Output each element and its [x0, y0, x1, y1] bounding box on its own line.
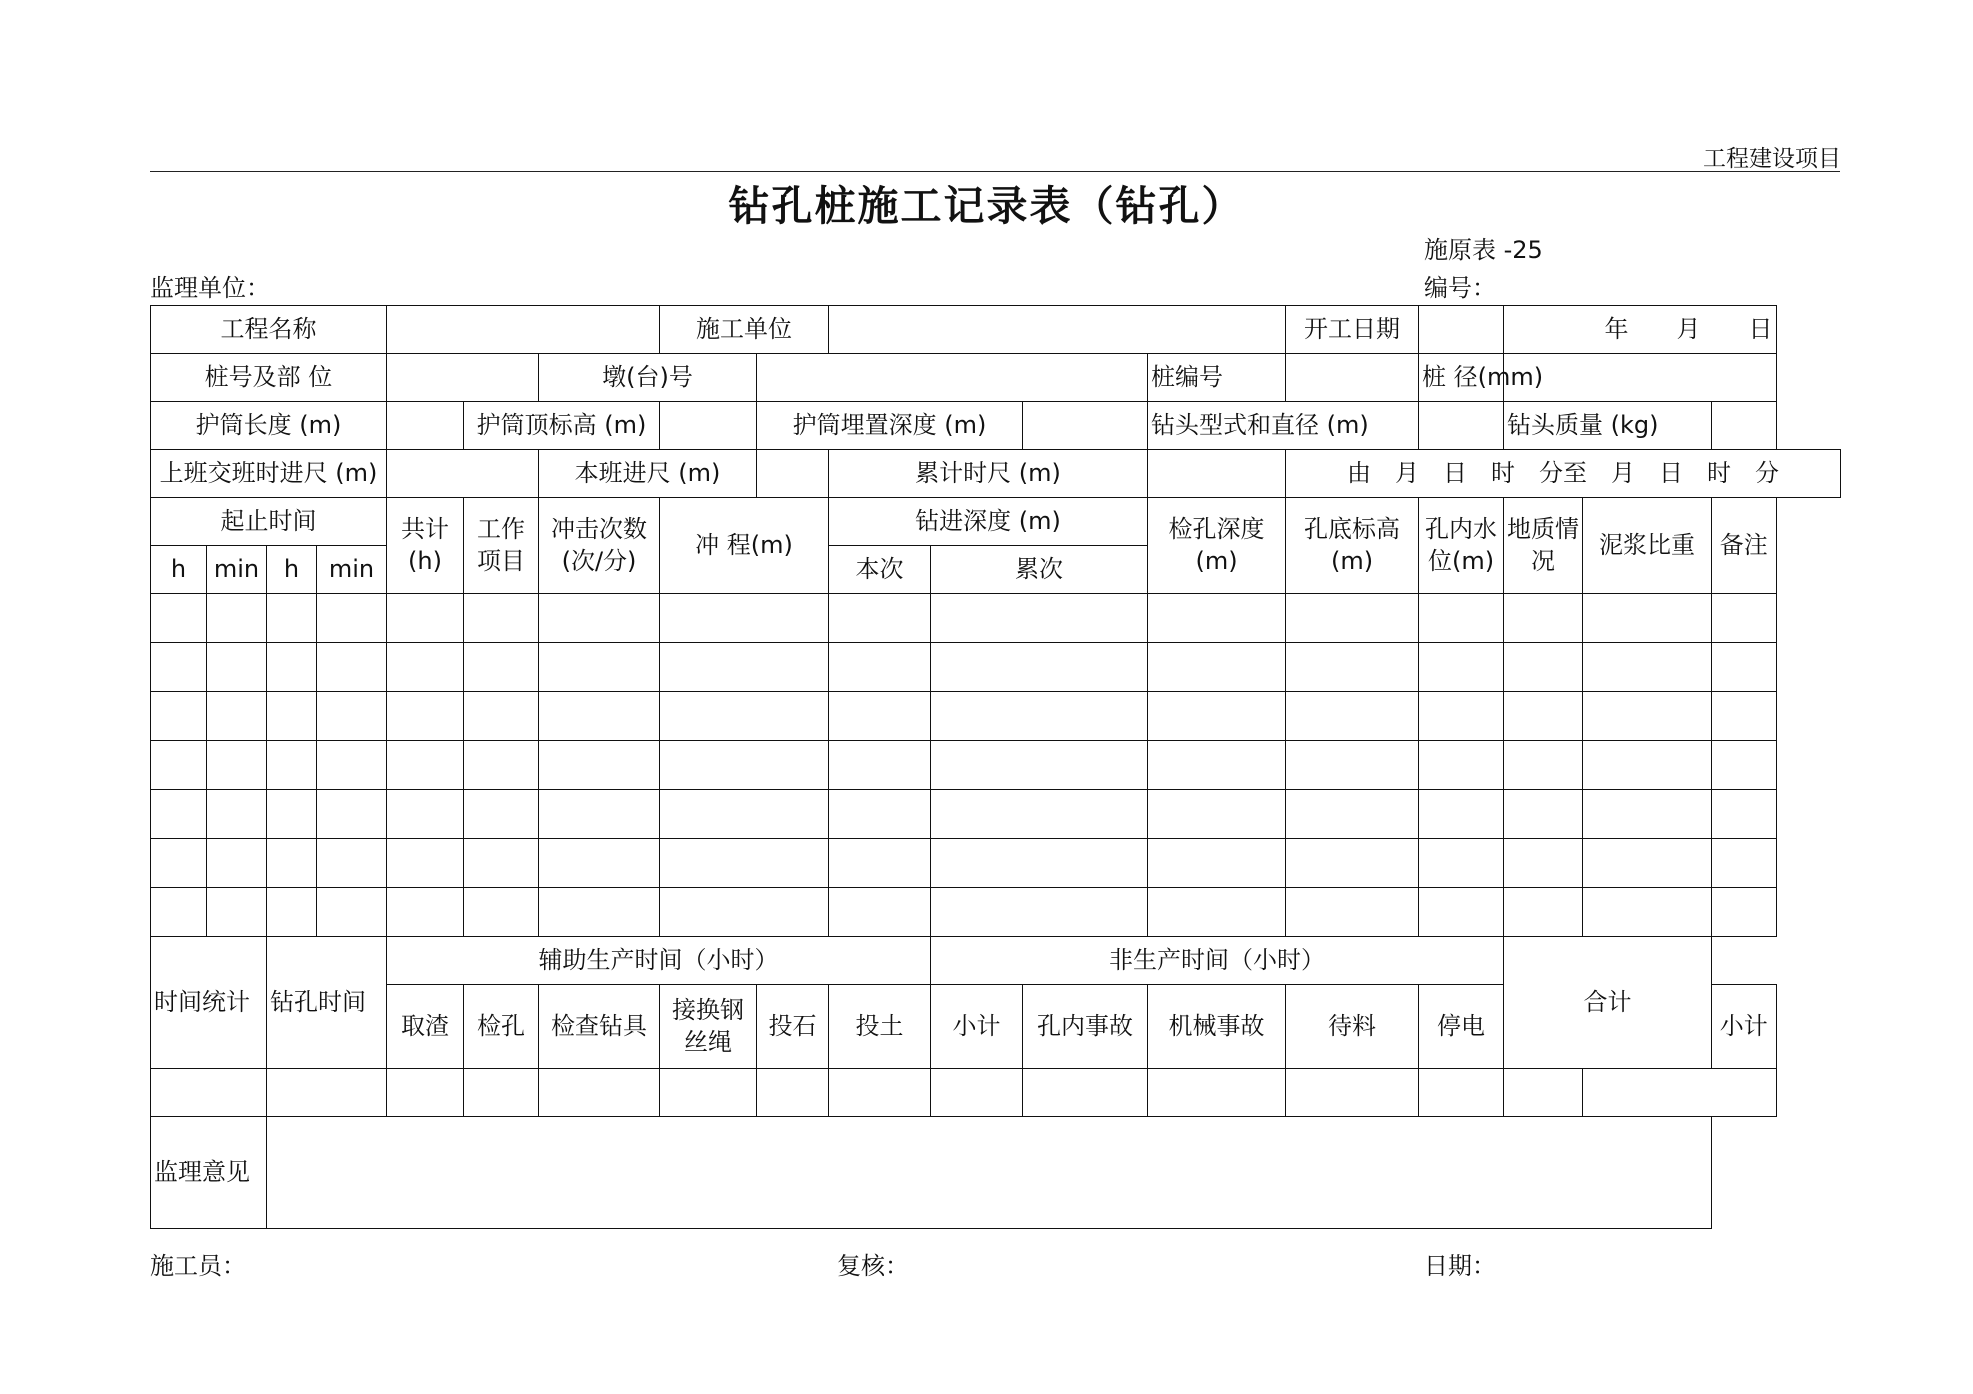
- cell[interactable]: [387, 888, 464, 937]
- cell[interactable]: [1419, 839, 1504, 888]
- non-item-hole-accident: 孔内事故: [1023, 985, 1148, 1069]
- cell[interactable]: [1286, 692, 1419, 741]
- time-stats-label: 时间统计: [151, 937, 267, 1069]
- slurry-density-header: 泥浆比重: [1583, 498, 1712, 594]
- cell[interactable]: [151, 790, 207, 839]
- cell[interactable]: [464, 741, 539, 790]
- cell[interactable]: [660, 790, 829, 839]
- aux-item-soil: 投土: [829, 985, 931, 1069]
- period-part: 月: [1395, 458, 1419, 487]
- table-row: [151, 839, 1841, 888]
- cell[interactable]: [267, 1069, 387, 1117]
- casing-top-elev-label: 护筒顶标高 (m): [464, 402, 660, 450]
- start-min-header: min: [207, 546, 267, 594]
- project-name-label: 工程名称: [151, 306, 387, 354]
- pile-location-label: 桩号及部 位: [151, 354, 387, 402]
- cell[interactable]: [660, 741, 829, 790]
- bit-type-label: 钻头型式和直径 (m): [1148, 402, 1419, 450]
- cell[interactable]: [931, 790, 1148, 839]
- cell[interactable]: [539, 643, 660, 692]
- start-date-field[interactable]: [1419, 306, 1504, 354]
- cell[interactable]: [1419, 741, 1504, 790]
- cell[interactable]: [1712, 594, 1776, 643]
- impact-freq-header: 冲击次数(次/分): [539, 498, 660, 594]
- water-level-header: 孔内水位(m): [1419, 498, 1504, 594]
- pile-diameter-label: 桩 径(mm): [1419, 354, 1504, 402]
- number-label: 编号：: [1424, 274, 1496, 302]
- cell[interactable]: [539, 888, 660, 937]
- cell[interactable]: [1419, 643, 1504, 692]
- total-h-header: 共计(h): [387, 498, 464, 594]
- cell[interactable]: [829, 594, 931, 643]
- cell[interactable]: [931, 1069, 1023, 1117]
- cell[interactable]: [1148, 692, 1286, 741]
- cell[interactable]: [207, 643, 267, 692]
- pile-no-label: 桩编号: [1148, 354, 1286, 402]
- casing-top-elev-field[interactable]: [660, 402, 757, 450]
- drilling-time-label: 钻孔时间: [267, 937, 387, 1069]
- cell[interactable]: [151, 741, 207, 790]
- work-item-header: 工作项目: [464, 498, 539, 594]
- cell[interactable]: [829, 888, 931, 937]
- cell[interactable]: [317, 692, 387, 741]
- cell[interactable]: [539, 594, 660, 643]
- cell[interactable]: [1148, 741, 1286, 790]
- prev-shift-footage-field[interactable]: [387, 450, 539, 498]
- cell[interactable]: [1148, 1069, 1286, 1117]
- remarks-header: 备注: [1712, 498, 1776, 594]
- cell[interactable]: [1583, 594, 1712, 643]
- cell[interactable]: [317, 741, 387, 790]
- cell[interactable]: [317, 839, 387, 888]
- non-item-power-outage: 停电: [1419, 985, 1504, 1069]
- cell[interactable]: [539, 839, 660, 888]
- non-subtotal: 小计: [1712, 985, 1776, 1069]
- cell[interactable]: [1286, 790, 1419, 839]
- start-stop-time-header: 起止时间: [151, 498, 387, 546]
- cell[interactable]: [1148, 790, 1286, 839]
- cell[interactable]: [660, 594, 829, 643]
- cell[interactable]: [1583, 888, 1712, 937]
- date-year: 年: [1604, 314, 1629, 343]
- cell[interactable]: [267, 692, 317, 741]
- this-time-header: 本次: [829, 546, 931, 594]
- period-part: 由: [1347, 458, 1371, 487]
- construction-unit-label: 施工单位: [660, 306, 829, 354]
- period-part: 日: [1443, 458, 1467, 487]
- cell[interactable]: [660, 1069, 757, 1117]
- cell[interactable]: [829, 692, 931, 741]
- cell[interactable]: [1712, 839, 1776, 888]
- pier-no-label: 墩(台)号: [539, 354, 757, 402]
- cell[interactable]: [829, 839, 931, 888]
- cell[interactable]: [267, 888, 317, 937]
- date-month: 月: [1676, 314, 1701, 343]
- period-part: 时: [1491, 458, 1515, 487]
- aux-item-wire-rope: 接换钢丝绳: [660, 985, 757, 1069]
- stats-row: [151, 1069, 1841, 1117]
- cell[interactable]: [829, 643, 931, 692]
- casing-depth-label: 护筒埋置深度 (m): [757, 402, 1023, 450]
- cell[interactable]: [660, 839, 829, 888]
- supervisor-unit-label: 监理单位：: [150, 274, 270, 302]
- period-part: 日: [1659, 458, 1683, 487]
- cell[interactable]: [1712, 790, 1776, 839]
- cell[interactable]: [829, 1069, 931, 1117]
- cell[interactable]: [267, 594, 317, 643]
- period-part: 分至: [1539, 458, 1587, 487]
- period-part: 月: [1611, 458, 1635, 487]
- cell[interactable]: [1286, 888, 1419, 937]
- cell[interactable]: [1712, 643, 1776, 692]
- cell[interactable]: [207, 839, 267, 888]
- cell[interactable]: [1504, 741, 1583, 790]
- cell[interactable]: [1419, 790, 1504, 839]
- cell[interactable]: [539, 790, 660, 839]
- cell[interactable]: [1504, 888, 1583, 937]
- cell[interactable]: [1286, 839, 1419, 888]
- cell[interactable]: [387, 692, 464, 741]
- date-label: 日期：: [1424, 1252, 1496, 1280]
- drilling-record-table: [150, 305, 1841, 1229]
- period-part: 分: [1755, 458, 1779, 487]
- aux-item-stone: 投石: [757, 985, 829, 1069]
- cell[interactable]: [207, 888, 267, 937]
- cell[interactable]: [1504, 594, 1583, 643]
- review-label: 复核：: [837, 1252, 909, 1280]
- cell[interactable]: [1712, 888, 1776, 937]
- cell[interactable]: [387, 643, 464, 692]
- aux-item-tool-check: 检查钻具: [539, 985, 660, 1069]
- cell[interactable]: [931, 888, 1148, 937]
- cell[interactable]: [267, 839, 317, 888]
- this-shift-footage-field[interactable]: [757, 450, 829, 498]
- stop-min-header: min: [317, 546, 387, 594]
- cell[interactable]: [1583, 839, 1712, 888]
- cell[interactable]: [931, 839, 1148, 888]
- cell[interactable]: [1504, 692, 1583, 741]
- cell[interactable]: [387, 741, 464, 790]
- cell[interactable]: [317, 888, 387, 937]
- table-row: [151, 888, 1841, 937]
- cell[interactable]: [1504, 790, 1583, 839]
- cell[interactable]: [1286, 741, 1419, 790]
- bit-mass-label: 钻头质量 (kg): [1504, 402, 1712, 450]
- cell[interactable]: [207, 790, 267, 839]
- period-part: 时: [1707, 458, 1731, 487]
- cell[interactable]: [1148, 888, 1286, 937]
- cell[interactable]: [151, 692, 207, 741]
- stop-h-header: h: [267, 546, 317, 594]
- supervisor-opinion-field[interactable]: [267, 1117, 1712, 1229]
- cell[interactable]: [207, 741, 267, 790]
- casing-depth-field[interactable]: [1023, 402, 1148, 450]
- cell[interactable]: [829, 790, 931, 839]
- construction-unit-field[interactable]: [829, 306, 1286, 354]
- cell[interactable]: [1712, 741, 1776, 790]
- prev-shift-footage-label: 上班交班时进尺 (m): [151, 450, 387, 498]
- cell[interactable]: [151, 1069, 267, 1117]
- non-item-waiting-material: 待料: [1286, 985, 1419, 1069]
- cell[interactable]: [267, 741, 317, 790]
- cell[interactable]: [660, 643, 829, 692]
- total-label: 合计: [1504, 937, 1712, 1069]
- page-title: 钻孔桩施工记录表（钻孔）: [728, 182, 1245, 230]
- supervisor-opinion-label: 监理意见: [151, 1117, 267, 1229]
- project-name-field[interactable]: [387, 306, 660, 354]
- date-day: 日: [1748, 314, 1773, 343]
- cell[interactable]: [660, 888, 829, 937]
- cumulative-header: 累次: [931, 546, 1148, 594]
- cell[interactable]: [539, 1069, 660, 1117]
- cell[interactable]: [151, 594, 207, 643]
- cell[interactable]: [1583, 741, 1712, 790]
- cell[interactable]: [539, 741, 660, 790]
- bit-type-field[interactable]: [1419, 402, 1504, 450]
- cell[interactable]: [387, 594, 464, 643]
- pier-no-field[interactable]: [757, 354, 1148, 402]
- cell[interactable]: [464, 839, 539, 888]
- cell[interactable]: [267, 790, 317, 839]
- date-parts: [1504, 306, 1776, 354]
- table-row: [151, 594, 1841, 643]
- cell[interactable]: [931, 692, 1148, 741]
- cell[interactable]: [1583, 692, 1712, 741]
- cell[interactable]: [464, 790, 539, 839]
- cell[interactable]: [464, 888, 539, 937]
- bit-mass-field[interactable]: [1712, 402, 1776, 450]
- cell[interactable]: [1583, 790, 1712, 839]
- aux-item-hole-check: 检孔: [464, 985, 539, 1069]
- cell[interactable]: [1504, 643, 1583, 692]
- cell[interactable]: [267, 643, 317, 692]
- drill-depth-header: 钻进深度 (m): [829, 498, 1148, 546]
- worker-label: 施工员：: [150, 1252, 246, 1280]
- cell[interactable]: [829, 741, 931, 790]
- cell[interactable]: [1148, 839, 1286, 888]
- geology-header: 地质情况: [1504, 498, 1583, 594]
- cell[interactable]: [1419, 692, 1504, 741]
- aux-subtotal: 小计: [931, 985, 1023, 1069]
- cell[interactable]: [1148, 643, 1286, 692]
- cell[interactable]: [464, 1069, 539, 1117]
- cell[interactable]: [1148, 594, 1286, 643]
- cell[interactable]: [1504, 1069, 1583, 1117]
- cell[interactable]: [539, 692, 660, 741]
- project-tag: 工程建设项目: [1703, 146, 1841, 172]
- cumulative-footage-label: 累计时尺 (m): [829, 450, 1148, 498]
- cell[interactable]: [757, 1069, 829, 1117]
- cell[interactable]: [207, 692, 267, 741]
- start-h-header: h: [151, 546, 207, 594]
- table-row: [151, 790, 1841, 839]
- cumulative-footage-field[interactable]: [1148, 450, 1286, 498]
- table-row: [151, 643, 1841, 692]
- form-code: 施原表 -25: [1424, 236, 1543, 264]
- hole-bottom-elev-header: 孔底标高(m): [1286, 498, 1419, 594]
- cell[interactable]: [1712, 692, 1776, 741]
- cell[interactable]: [464, 692, 539, 741]
- cell[interactable]: [387, 839, 464, 888]
- cell[interactable]: [151, 888, 207, 937]
- cell[interactable]: [1419, 1069, 1504, 1117]
- cell[interactable]: [151, 839, 207, 888]
- cell[interactable]: [931, 643, 1148, 692]
- cell[interactable]: [1286, 594, 1419, 643]
- cell[interactable]: [387, 1069, 464, 1117]
- cell[interactable]: [1419, 594, 1504, 643]
- casing-length-label: 护筒长度 (m): [151, 402, 387, 450]
- hole-check-depth-header: 检孔深度(m): [1148, 498, 1286, 594]
- cell[interactable]: [1286, 1069, 1419, 1117]
- cell[interactable]: [1023, 1069, 1148, 1117]
- cell[interactable]: [1583, 643, 1712, 692]
- period-range: [1286, 450, 1841, 498]
- pile-diameter-field[interactable]: [1504, 354, 1776, 402]
- cell[interactable]: [151, 643, 207, 692]
- non-item-machine-accident: 机械事故: [1148, 985, 1286, 1069]
- stroke-header: 冲 程(m): [660, 498, 829, 594]
- cell[interactable]: [1583, 1069, 1776, 1117]
- non-prod-time-header: 非生产时间（小时）: [931, 937, 1504, 985]
- table-row: [151, 741, 1841, 790]
- cell[interactable]: [464, 643, 539, 692]
- start-date-label: 开工日期: [1286, 306, 1419, 354]
- aux-time-header: 辅助生产时间（小时）: [387, 937, 931, 985]
- aux-item-slag: 取渣: [387, 985, 464, 1069]
- cell[interactable]: [1419, 888, 1504, 937]
- cell[interactable]: [317, 594, 387, 643]
- cell[interactable]: [931, 594, 1148, 643]
- pile-no-field[interactable]: [1286, 354, 1419, 402]
- cell[interactable]: [317, 643, 387, 692]
- header-rule: [150, 171, 1840, 172]
- cell[interactable]: [1286, 643, 1419, 692]
- cell[interactable]: [931, 741, 1148, 790]
- cell[interactable]: [1504, 839, 1583, 888]
- pile-location-field[interactable]: [387, 354, 539, 402]
- cell[interactable]: [387, 790, 464, 839]
- table-row: [151, 692, 1841, 741]
- casing-length-field[interactable]: [387, 402, 464, 450]
- cell[interactable]: [464, 594, 539, 643]
- cell[interactable]: [207, 594, 267, 643]
- cell[interactable]: [660, 692, 829, 741]
- cell[interactable]: [317, 790, 387, 839]
- this-shift-footage-label: 本班进尺 (m): [539, 450, 757, 498]
